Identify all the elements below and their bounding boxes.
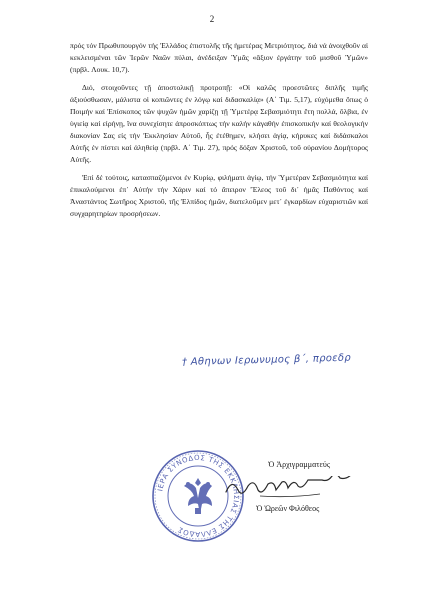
paragraph-1: πρός τόν Πρωθυπουργόν τής Ἑλλάδος ἐπιστολῆς τῆς ἡμετέρας Μετριότητος, διά νά ἀνοιχθοῦν αἱ κεκλεισμέναι τῶν Ἱερῶν Ναῶν πύλαι, ἀνέδειξαν Ὑμᾶς «ἄξιον ἐργάτην τοῦ μισθοῦ Ὑμῶν» (πρβλ. Λουκ. 10,7). xyxy=(70,41,368,74)
page-number: 2 xyxy=(209,14,215,24)
handwritten-signature xyxy=(220,476,370,500)
signature-title: Ὁ Ἀρχιγραμματεύς xyxy=(268,460,330,469)
paragraph-3: Ἐπί δέ τούτοις, κατασπαζόμενοι ἐν Κυρίῳ, φιλήματι ἁγίῳ, τήν Ὑμετέραν Σεβασμιότητα καί ἐπικαλούμενοι ἐπ᾽ Αὐτήν τήν Χάριν καί τό ἄπειρον Ἔλεος τοῦ δι᾽ ἡμᾶς Παθόντος καί Ἀναστάντος Σωτῆρος Χριστοῦ, τῆς Ἐλπίδος ἡμῶν, διατελοῦμεν μετ᾽ ἐγκαρδίων εὐχαριστιῶν καί συγχαρητηρίων προσρήσεων. xyxy=(70,173,368,218)
paragraph-2: Διό, στοιχοῦντες τῇ ἀποστολικῇ προτροπῇ: «Οἱ καλῶς προεστῶτες διπλῆς τιμῆς ἀξιούσθωσαν, μάλιστα οἱ κοπιῶντες ἐν λόγῳ καί διδασκαλίᾳ» (Α΄ Τιμ. 5,17), εὐχόμεθα ὅπως ὁ Ποιμήν καί Ἐπίσκοπος τῶν ψυχῶν ἡμῶν χαρίζῃ τῇ Ὑμετέρᾳ Σεβασμιότητι ἔτη πολλά, ὄλβια, ἐν ὑγιείᾳ καί εἰρήνῃ, ἵνα συνεχίσητε ἀπροσκόπτως τήν καλήν κἀγαθήν ἐπισκοπικήν καί θεολογικήν διακονίαν Σας εἰς τήν Ἐκκλησίαν Αὐτοῦ, ἧς ἐτέθημεν, κλήσει ἁγίᾳ, κήρυκες καί διδάσκαλοι Αὐτῆς ἐν πίστει καί ἀληθείᾳ (πρβλ. Α΄ Τιμ. 27), πρός δόξαν Χριστοῦ, τοῦ οὐρανίου Δομήτορος Αὐτῆς. xyxy=(70,83,368,164)
double-headed-eagle-icon xyxy=(184,478,212,514)
letter-body xyxy=(70,40,368,226)
handwritten-signature-note: † Αθηνων Ιερωνυμος β΄, προεδρ xyxy=(181,352,352,369)
signatory-name: Ὁ Ὠρεῶν Φιλόθεος xyxy=(256,504,320,513)
seal-inscription: ΙΕΡΑ ΣΥΝΟΔΟΣ ΤΗΣ ΕΚΚΛΗΣΙΑΣ ΤΗΣ ΕΛΛΑΔΟΣ xyxy=(156,453,241,539)
